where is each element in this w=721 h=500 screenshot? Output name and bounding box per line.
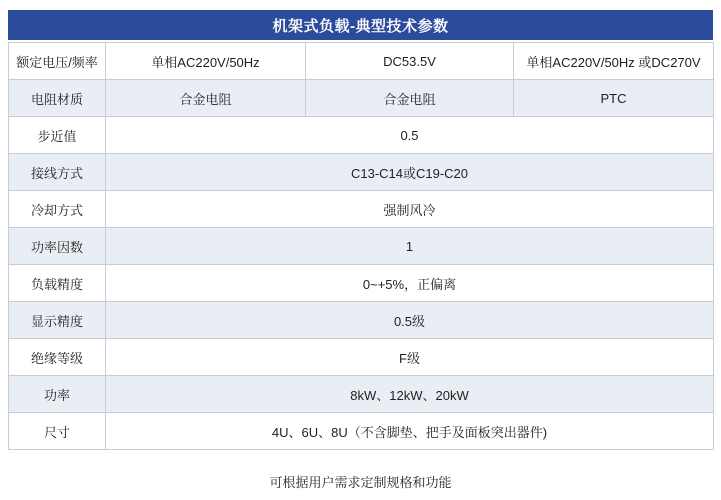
table-row [9, 228, 714, 265]
table-row [9, 80, 714, 117]
spec-value-cell: 强制风冷 [106, 191, 714, 228]
table-row [9, 413, 714, 450]
spec-value-cell: 0.5 [106, 117, 714, 154]
spec-value-cell: 1 [106, 228, 714, 265]
spec-value-cell: F级 [106, 339, 714, 376]
spec-value-cell: 单相AC220V/50Hz 或DC270V [514, 43, 714, 80]
table-row [9, 191, 714, 228]
spec-value-cell: 4U、6U、8U（不含脚垫、把手及面板突出器件) [106, 413, 714, 450]
spec-label-cell: 接线方式 [9, 154, 106, 191]
spec-table [8, 10, 713, 450]
spec-label-cell: 显示精度 [9, 302, 106, 339]
table-row [9, 265, 714, 302]
table-row [9, 43, 714, 80]
spec-label-cell: 电阻材质 [9, 80, 106, 117]
spec-value-cell: 0.5级 [106, 302, 714, 339]
spec-label-cell: 绝缘等级 [9, 339, 106, 376]
table-row [9, 339, 714, 376]
spec-label-cell: 冷却方式 [9, 191, 106, 228]
spec-table-grid [8, 42, 714, 450]
spec-value-cell: C13-C14或C19-C20 [106, 154, 714, 191]
spec-label-cell: 尺寸 [9, 413, 106, 450]
spec-value-cell: PTC [514, 80, 714, 117]
spec-value-cell: 合金电阻 [106, 80, 306, 117]
table-row [9, 117, 714, 154]
table-row [9, 302, 714, 339]
table-title-bar [8, 10, 713, 40]
table-row [9, 376, 714, 413]
spec-label-cell: 额定电压/频率 [9, 43, 106, 80]
footer-note: 可根据用户需求定制规格和功能 [269, 475, 452, 490]
spec-value-cell: 0~+5%，正偏离 [106, 265, 714, 302]
spec-label-cell: 功率 [9, 376, 106, 413]
table-row [9, 154, 714, 191]
spec-label-cell: 负载精度 [9, 265, 106, 302]
table-title: 机架式负载-典型技术参数 [272, 17, 449, 35]
spec-value-cell: 8kW、12kW、20kW [106, 376, 714, 413]
spec-label-cell: 功率因数 [9, 228, 106, 265]
spec-label-cell: 步近值 [9, 117, 106, 154]
spec-value-cell: 单相AC220V/50Hz [106, 43, 306, 80]
spec-value-cell: 合金电阻 [306, 80, 514, 117]
spec-value-cell: DC53.5V [306, 43, 514, 80]
